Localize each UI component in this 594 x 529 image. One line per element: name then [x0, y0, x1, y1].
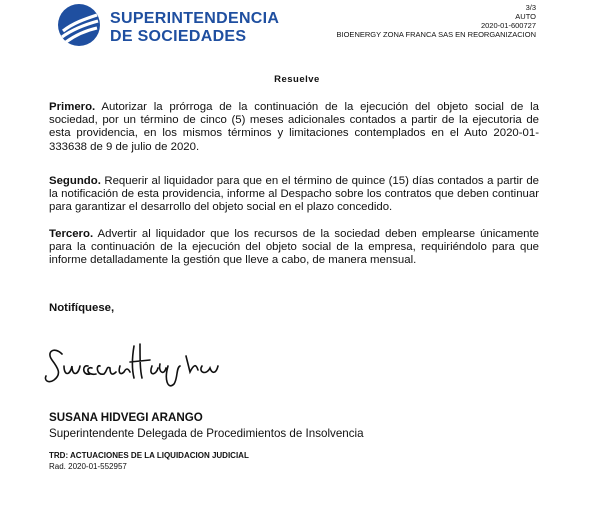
paragraph-primero — [49, 101, 539, 154]
org-name-line-2: DE SOCIEDADES — [110, 28, 247, 45]
paragraph-text: Requerir al liquidador para que en el término de quince (15) días contados a partir de la notificación de esta providencia, informe al Despacho sobre los contratos que deben continuar para garantizar el desarrollo del objeto social en el plazo concedido. — [49, 175, 539, 214]
signer-name: SUSANA HIDVEGI ARANGO — [49, 411, 203, 424]
paragraph-segundo — [49, 175, 539, 215]
signer-role: Superintendente Delegada de Procedimientos de Insolvencia — [49, 427, 364, 440]
paragraph-lead: Tercero. — [49, 228, 94, 240]
document-reference — [337, 3, 536, 39]
org-name-line-1: SUPERINTENDENCIA — [110, 10, 280, 27]
organization-name — [110, 10, 279, 46]
resolution-title: Resuelve — [274, 74, 320, 85]
paragraph-tercero — [49, 228, 539, 268]
paragraph-lead: Segundo. — [49, 175, 101, 187]
company-name: BIOENERGY ZONA FRANCA SAS EN REORGANIZACION — [336, 30, 536, 39]
radicado-line: Rad. 2020-01-552957 — [49, 462, 127, 471]
document-number: 2020-01-600727 — [480, 21, 536, 30]
trd-line: TRD: ACTUACIONES DE LA LIQUIDACION JUDICIAL — [49, 451, 249, 460]
paragraph-lead: Primero. — [49, 101, 96, 113]
superintendencia-logo-icon — [57, 3, 101, 47]
paragraph-text: Autorizar la prórroga de la continuación de la ejecución del objeto social de la sociedad, por un término de cinco (5) meses adicionales contados a partir de la ejecutoria de esta providencia, en los mismos términos y limitaciones contemplados en el Auto 2020-01-333638 de 9 de julio de 2020. — [49, 101, 539, 153]
paragraph-text: Advertir al liquidador que los recursos de la sociedad deben emplearse únicamente para la continuación de la ejecución del objeto social de la empresa, requiriéndolo para que informe detalladamente la gestión que lleve a cabo, de manera mensual. — [49, 228, 539, 267]
page-number: 3/3 — [525, 3, 536, 12]
closing-notice: Notifíquese, — [49, 302, 115, 314]
handwritten-signature — [40, 336, 230, 396]
document-type: AUTO — [515, 12, 536, 21]
